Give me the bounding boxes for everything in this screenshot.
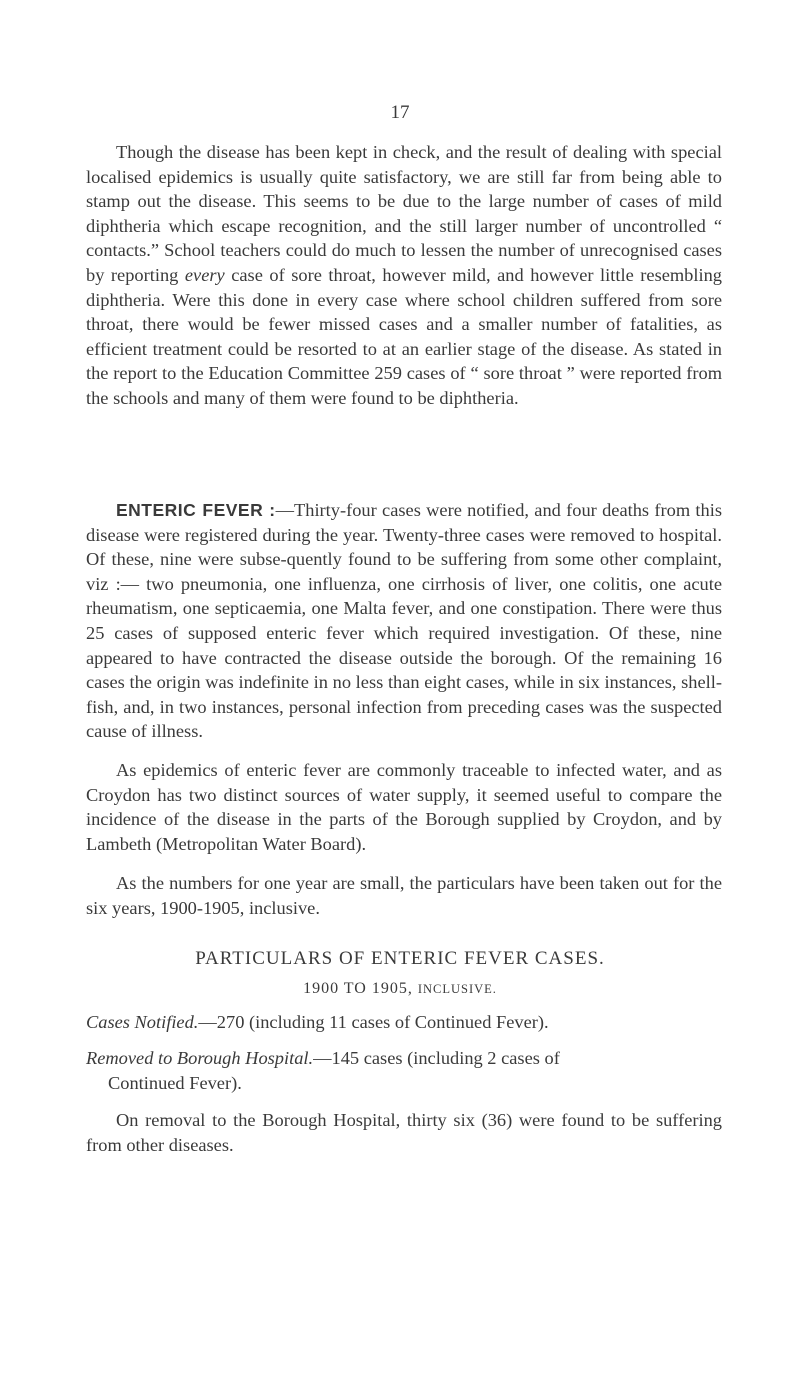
paragraph-six-years [86, 871, 722, 920]
entry-label: Removed to Borough Hospital. [86, 1048, 314, 1068]
paragraph-diphtheria [86, 140, 722, 411]
paragraph-text: As epidemics of enteric fever are commonly traceable to infected water, and as Croydon has two distinct sources of water supply, it seemed useful to compare the incidence of the disease in the parts of the Borough supplied by Croydon, and by Lambeth (Metropolitan Water Board). [86, 760, 722, 854]
entry-text: —145 cases (including 2 cases of [313, 1048, 560, 1068]
entry-cases-notified [86, 1010, 722, 1035]
entry-removed-to-hospital [86, 1046, 722, 1095]
entry-label: Cases Notified. [86, 1012, 199, 1032]
section-heading: PARTICULARS OF ENTERIC FEVER CASES. [195, 948, 605, 969]
entry-text: —270 (including 11 cases of Continued Fever). [198, 1012, 549, 1032]
page-number: 17 [390, 102, 410, 123]
section-subheading [0, 980, 800, 998]
run-in-heading: ENTERIC FEVER : [116, 500, 276, 520]
emphasis-every: every [184, 264, 225, 285]
subheading-qualifier: INCLUSIVE. [417, 982, 497, 996]
paragraph-water-supply [86, 758, 722, 856]
paragraph-text: On removal to the Borough Hospital, thirty six (36) were found to be suffering from other diseases. [86, 1110, 722, 1155]
paragraph-text: —Thirty-four cases were notified, and four deaths from this disease were registered during the year. Twenty-three cases were removed to hospital. Of these, nine were subse-quently found to be suffering from some other complaint, viz :— two pneumonia, one influenza, one cirrhosis of liver, one colitis, one acute rheumatism, one septicaemia, one Malta fever, and one constipation. There were thus 25 cases of supposed enteric fever which required investigation. Of these, nine appeared to have contracted the disease outside the borough. Of the remaining 16 cases the origin was indefinite in no less than eight cases, while in six instances, shell-fish, and, in two instances, personal infection from preceding cases was the suspected cause of illness. [86, 500, 722, 742]
paragraph-enteric-fever [86, 498, 722, 744]
subheading-years: 1900 TO 1905, [303, 980, 413, 997]
paragraph-text: case of sore throat, however mild, and however little resembling diphtheria. Were this done in every case where school children suffered from sore throat, there would be fewer missed cases and a smaller number of fatalities, as efficient treatment could be resorted to at an earlier stage of the disease. As stated in the report to the Education Committee 259 cases of “ sore throat ” were reported from the schools and many of them were found to be diphtheria. [86, 264, 722, 408]
paragraph-text: Though the disease has been kept in check, and the result of dealing with special localised epidemics is usually quite satisfactory, we are still far from being able to stamp out the disease. This seems to be due to the large number of cases of mild diphtheria which escape recognition, and the still larger number of uncontrolled “ contacts.” School teachers could do much to lessen the number of unrecognised cases by reporting [86, 142, 722, 285]
paragraph-text: As the numbers for one year are small, the particulars have been taken out for the six years, 1900-1905, inclusive. [86, 873, 722, 918]
entry-continuation: Continued Fever). [108, 1072, 242, 1093]
paragraph-removal [86, 1108, 722, 1157]
